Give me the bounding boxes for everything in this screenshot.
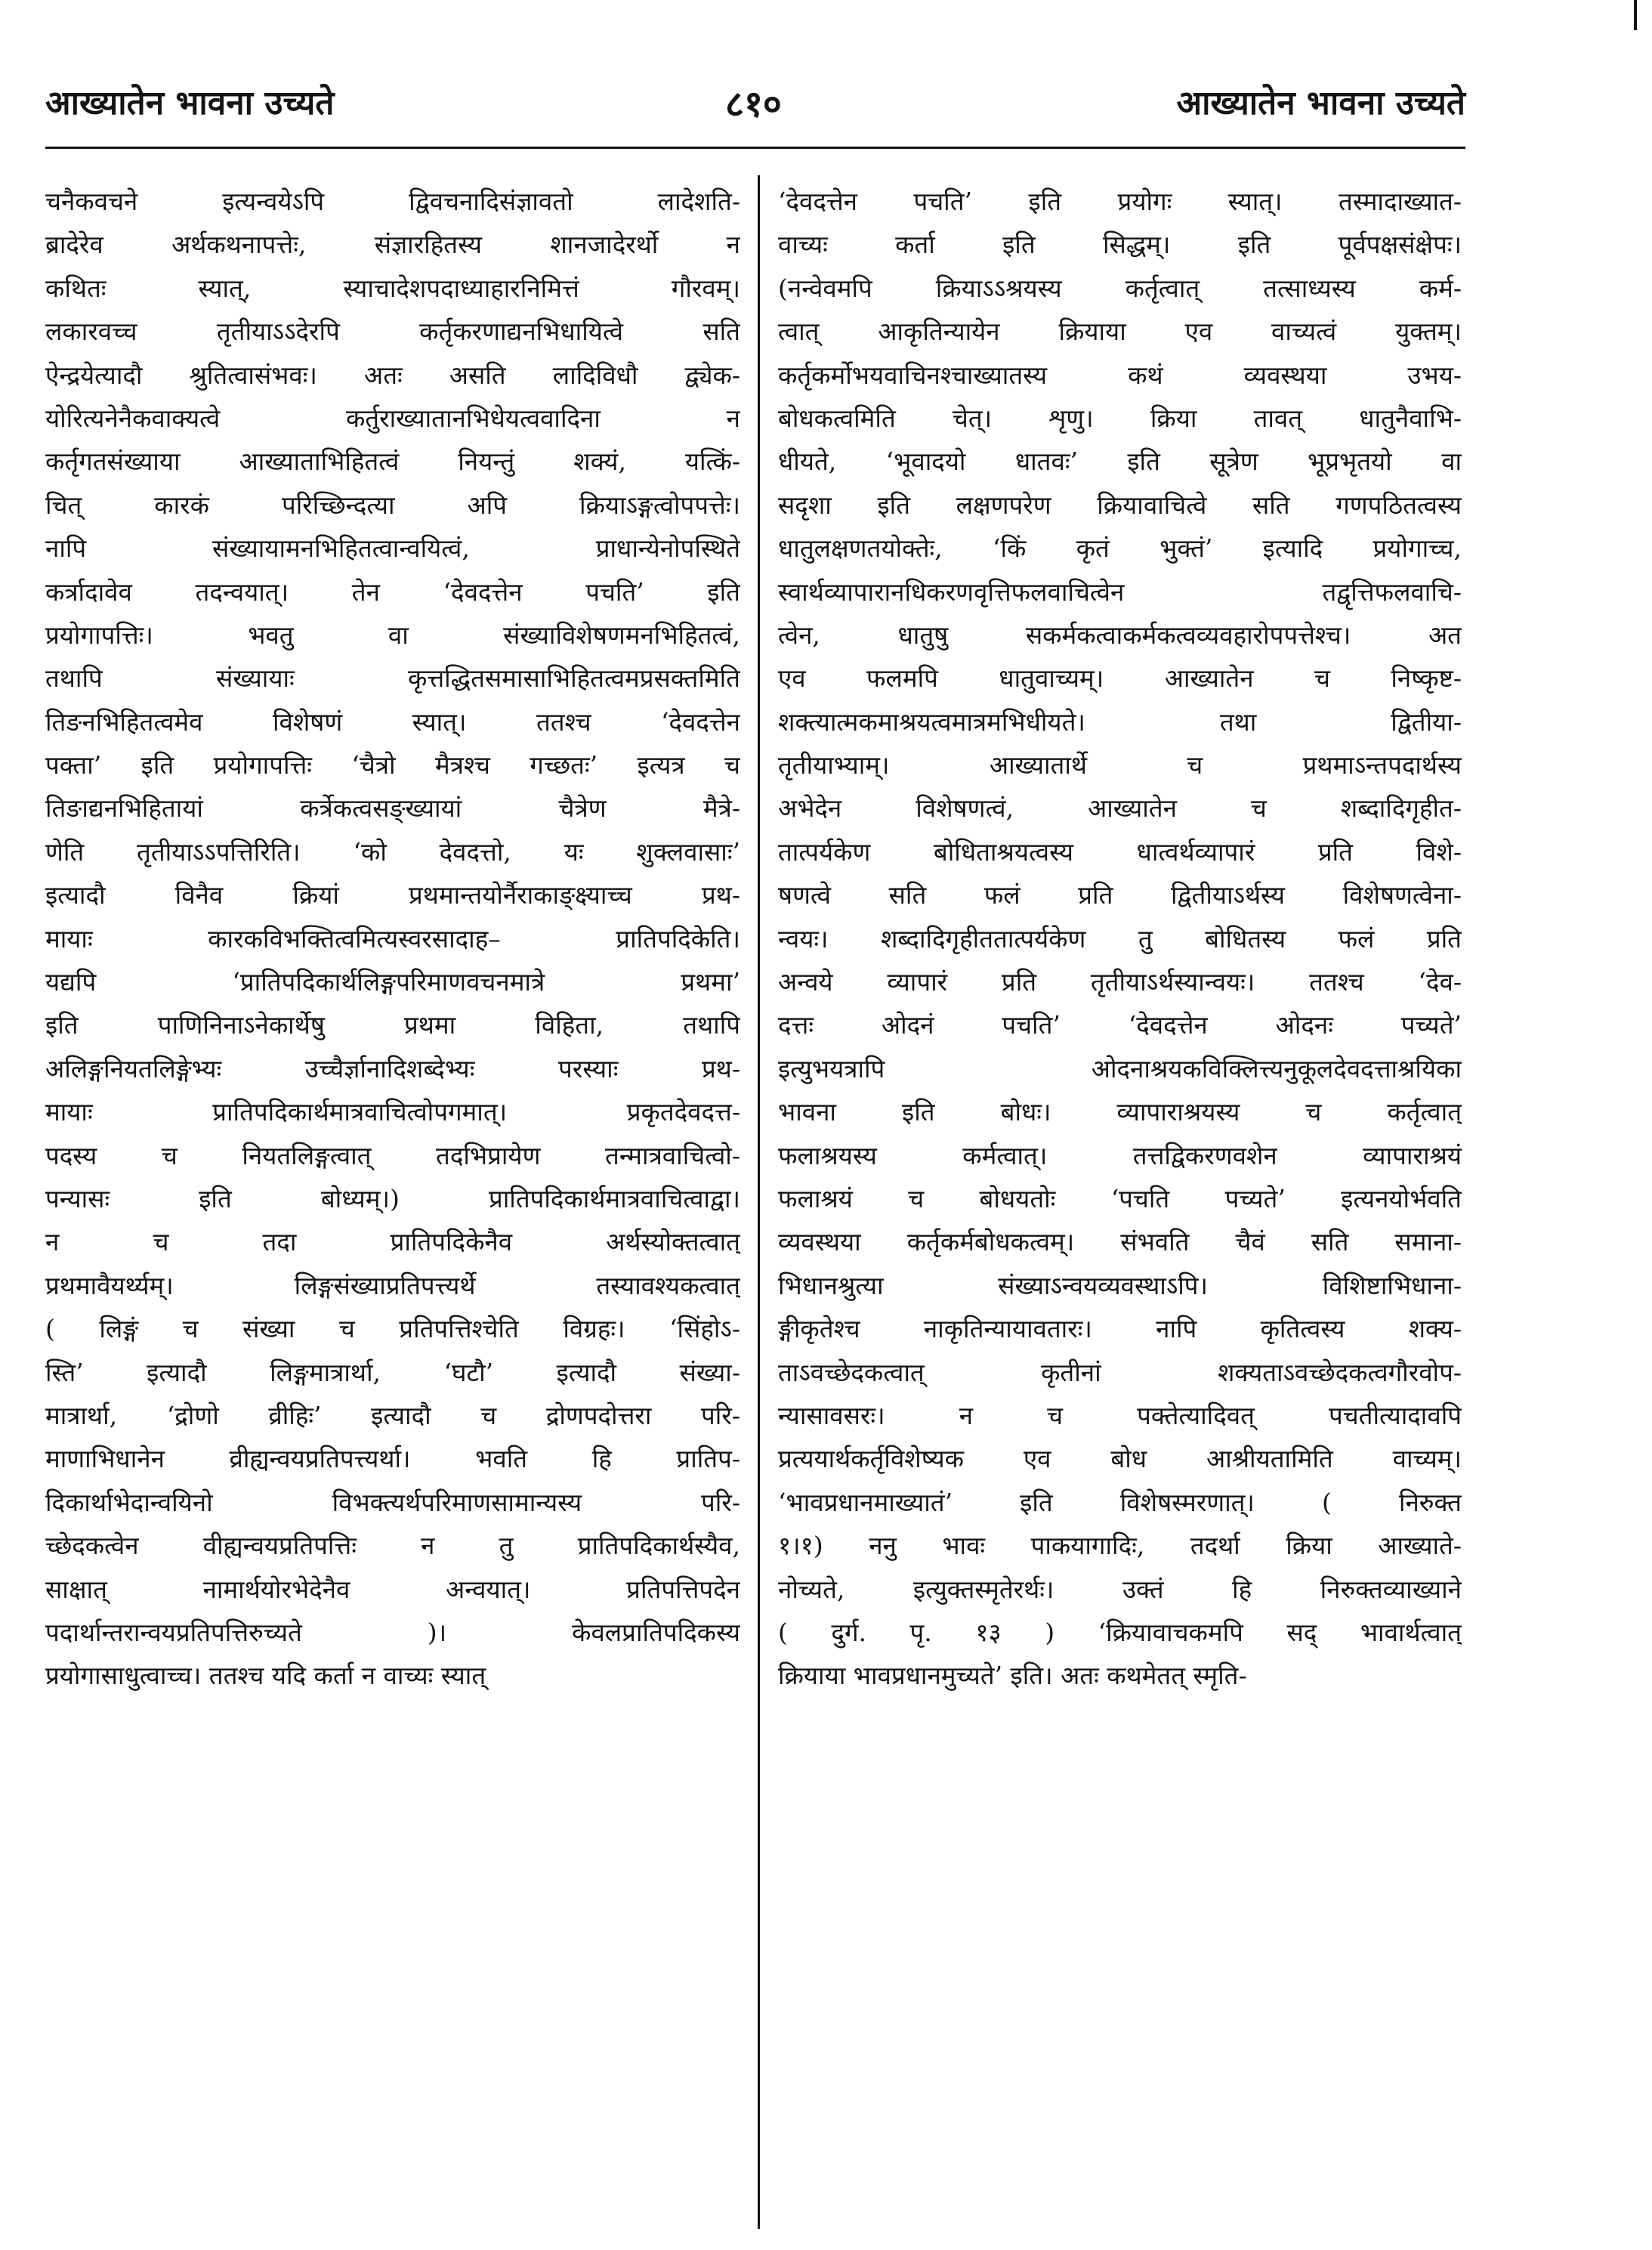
right-column-line: प्रत्ययार्थकर्तृविशेष्यक एव बोध आश्रीयतामिति वाच्यम्। [778, 1444, 1462, 1474]
right-column-line: दत्तः ओदनं पचति’ ‘देवदत्तेन ओदनः पच्यते’ [778, 1010, 1462, 1040]
right-column-line: न्यासावसरः। न च पक्तेत्यादिवत् पचतीत्यादावपि [778, 1400, 1462, 1430]
left-column-line: पक्ता’ इति प्रयोगापत्तिः ‘चैत्रो मैत्रश्च गच्छतः’ इत्यत्र च [45, 750, 740, 780]
right-column-line: भावना इति बोधः। व्यापाराश्रयस्य च कर्तृत्वात् [778, 1097, 1462, 1127]
left-column-line: णेति तृतीयाऽऽपत्तिरिति। ‘को देवदत्तो, यः शुक्लवासाः’ [45, 836, 740, 867]
right-column-line: त्वेन, धातुषु सकर्मकत्वाकर्मकत्वव्यवहारोपपत्तेश्च। अत [778, 620, 1462, 650]
right-column-line: फलाश्रयस्य कर्मत्वात्। तत्तद्विकरणवशेन व्यापाराश्रयं [778, 1140, 1462, 1170]
right-column-line: स्वार्थव्यापारानधिकरणवृत्तिफलवाचित्वेन तद्वृत्तिफलवाचि- [778, 576, 1462, 607]
right-column-line: शक्त्यात्मकमाश्रयत्वमात्रमभिधीयते। तथा द्वितीया- [778, 706, 1462, 737]
column-divider [758, 175, 760, 2229]
left-column-line: योरित्यनेनैकवाक्यत्वे कर्तुराख्यातानभिधेयत्ववादिना न [45, 403, 740, 433]
left-column-line: कर्त्रादावेव तदन्वयात्। तेन ‘देवदत्तेन पचति’ इति [45, 576, 740, 607]
left-column-line: मायाः प्रातिपदिकार्थमात्रवाचित्वोपगमात्। प्रकृतदेवदत्त- [45, 1097, 740, 1127]
right-column-line: १।१) ननु भावः पाकयागादिः, तदर्था क्रिया आख्याते- [778, 1531, 1462, 1561]
right-column-line: ‘भावप्रधानमाख्यातं’ इति विशेषस्मरणात्। ( निरुक्त [778, 1487, 1462, 1517]
right-column-line: ताऽवच्छेदकत्वात् कृतीनां शक्यताऽवच्छेदकत्वगौरवोप- [778, 1357, 1462, 1387]
left-column-line: दिकार्थाभेदान्वयिनो विभक्त्यर्थपरिमाणसामान्यस्य परि- [45, 1487, 740, 1517]
left-column-line: यद्यपि ‘प्रातिपदिकार्थलिङ्गपरिमाणवचनमात्रे प्रथमा’ [45, 967, 740, 997]
page-edge-rule [1634, 0, 1637, 30]
left-column-line: लकारवच्च तृतीयाऽऽदेरपि कर्तृकरणाद्यनभिधायित्वे सति [45, 317, 740, 347]
right-column-line: फलाश्रयं च बोधयतोः ‘पचति पच्यते’ इत्यनयोर्भवति [778, 1183, 1462, 1213]
left-column-line: पदस्य च नियतलिङ्गत्वात् तदभिप्रायेण तन्मात्रवाचित्वो- [45, 1140, 740, 1170]
right-column-line: भिधानश्रुत्या संख्याऽन्वयव्यवस्थाऽपि। विशिष्टाभिधाना- [778, 1270, 1462, 1300]
left-column-line: तथापि संख्यायाः कृत्तद्धितसमासाभिहितत्वमप्रसक्तमिति [45, 663, 740, 694]
running-title-right: आख्यातेन भावना उच्यते [1176, 84, 1465, 122]
left-column-line: कथितः स्यात्, स्याचादेशपदाध्याहारनिमित्तं गौरवम्। [45, 273, 740, 303]
right-column-line: धातुलक्षणतयोक्तेः, ‘किं कृतं भुक्तं’ इत्यादि प्रयोगाच्च, [778, 533, 1462, 564]
right-column-line: नोच्यते, इत्युक्तस्मृतेरर्थः। उक्तं हि निरुक्तव्याख्याने [778, 1574, 1462, 1604]
right-column-line: एव फलमपि धातुवाच्यम्। आख्यातेन च निष्कृष्ट- [778, 663, 1462, 694]
right-column-line: षणत्वे सति फलं प्रति द्वितीयाऽर्थस्य विशेषणत्वेना- [778, 880, 1462, 910]
left-column-line: माणाभिधानेन व्रीह्यन्वयप्रतिपत्त्यर्था। भवति हि प्रातिप- [45, 1444, 740, 1474]
right-column-line: ( दुर्ग. पृ. १३ ) ‘क्रियावाचकमपि सद् भावार्थत्वात् [778, 1617, 1462, 1647]
left-column-line: मात्रार्था, ‘द्रोणो व्रीहिः’ इत्यादौ च द्रोणपदोत्तरा परि- [45, 1400, 740, 1430]
running-header [45, 79, 1465, 139]
right-column-line: क्रियाया भावप्रधानमुच्यते’ इति। अतः कथमेतत् स्मृति- [778, 1661, 1247, 1691]
right-column-line: (नन्वेवमपि क्रियाऽऽश्रयस्य कर्तृत्वात् तत्साध्यस्य कर्म- [778, 273, 1462, 303]
right-column-line: अन्वये व्यापारं प्रति तृतीयाऽर्थस्यान्वयः। ततश्च ‘देव- [778, 967, 1462, 997]
right-column-line: ङ्गीकृतेश्च नाकृतिन्यायावतारः। नापि कृतित्वस्य शक्य- [778, 1314, 1462, 1344]
right-text-column [778, 180, 1462, 1698]
left-column-line: इत्यादौ विनैव क्रियां प्रथमान्तयोर्नैराकाङ्क्ष्याच्च प्रथ- [45, 880, 740, 910]
left-column-line: अलिङ्गनियतलिङ्गेभ्यः उच्चैर्ज्ञानादिशब्देभ्यः परस्याः प्रथ- [45, 1053, 740, 1083]
right-column-line: सदृशा इति लक्षणपरेण क्रियावाचित्वे सति गणपठितत्वस्य [778, 490, 1462, 520]
left-column-line: इति पाणिनिनाऽनेकार्थेषु प्रथमा विहिता, तथापि [45, 1010, 740, 1040]
header-rule [45, 147, 1465, 149]
right-column-line: बोधकत्वमिति चेत्। शृणु। क्रिया तावत् धातुनैवाभि- [778, 403, 1462, 433]
right-column-line: ‘देवदत्तेन पचति’ इति प्रयोगः स्यात्। तस्मादाख्यात- [778, 187, 1462, 216]
left-column-line: चनैकवचने इत्यन्वयेऽपि द्विवचनादिसंज्ञावतो लादेशति- [45, 187, 740, 216]
left-column-line: मायाः कारकविभक्तित्वमित्यस्वरसादाह– प्रातिपदिकेति। [45, 923, 740, 953]
left-column-line: प्रयोगापत्तिः। भवतु वा संख्याविशेषणमनभिहितत्वं, [45, 620, 740, 650]
left-column-line: पन्यासः इति बोध्यम्।) प्रातिपदिकार्थमात्रवाचित्वाद्वा। [45, 1183, 740, 1213]
right-column-line: तात्पर्यकेण बोधिताश्रयत्वस्य धात्वर्थव्यापारं प्रति विशे- [778, 836, 1462, 867]
left-column-line: ब्रादेरेव अर्थकथनापत्तेः, संज्ञारहितस्य शानजादेरर्थो न [45, 230, 740, 260]
left-column-line: च्छेदकत्वेन वीह्यन्वयप्रतिपत्तिः न तु प्रातिपदिकार्थस्यैव, [45, 1531, 740, 1561]
left-column-line: ऐन्द्रयेत्यादौ श्रुतित्वासंभवः। अतः असति लादिविधौ द्व्येक- [45, 360, 740, 390]
left-column-line: तिङाद्यनभिहितायां कर्त्रेकत्वसङ्ख्यायां चैत्रेण मैत्रे- [45, 793, 740, 824]
right-column-line: धीयते, ‘भूवादयो धातवः’ इति सूत्रेण भूप्रभृतयो वा [778, 447, 1462, 477]
running-title-left: आख्यातेन भावना उच्यते [45, 84, 335, 122]
left-column-line: नापि संख्यायामनभिहितत्वान्वयित्वं, प्राधान्येनोपस्थिते [45, 533, 740, 564]
right-column-line: तृतीयाभ्याम्। आख्यातार्थे च प्रथमाऽन्तपदार्थस्य [778, 750, 1462, 780]
left-column-line: साक्षात् नामार्थयोरभेदेनैव अन्वयात्। प्रतिपत्तिपदेन [45, 1574, 740, 1604]
left-column-line: न च तदा प्रातिपदिकेनैव अर्थस्योक्तत्वात् [45, 1227, 740, 1257]
right-column-line: त्वात् आकृतिन्यायेन क्रियाया एव वाच्यत्वं युक्तम्। [778, 317, 1462, 347]
right-column-line: व्यवस्थया कर्तृकर्मबोधकत्वम्। संभवति चैवं सति समाना- [778, 1227, 1462, 1257]
left-column-line: प्रयोगासाधुत्वाच्च। ततश्च यदि कर्ता न वाच्यः स्यात् [45, 1661, 486, 1691]
left-column-line: पदार्थान्तरान्वयप्रतिपत्तिरुच्यते )। केवलप्रातिपदिकस्य [45, 1617, 740, 1647]
right-column-line: इत्युभयत्रापि ओदनाश्रयकविक्लित्त्यनुकूलदेवदत्ताश्रयिका [778, 1053, 1462, 1083]
right-column-line: अभेदेन विशेषणत्वं, आख्यातेन च शब्दादिगृहीत- [778, 793, 1462, 824]
right-column-line: न्वयः। शब्दादिगृहीततात्पर्यकेण तु बोधितस्य फलं प्रति [778, 923, 1462, 953]
left-column-line: कर्तृगतसंख्याया आख्याताभिहितत्वं नियन्तुं शक्यं, यत्किं- [45, 447, 740, 477]
left-column-line: तिङनभिहितत्वमेव विशेषणं स्यात्। ततश्च ‘देवदत्तेन [45, 706, 740, 737]
left-text-column [45, 180, 740, 1698]
left-column-line: चित् कारकं परिच्छिन्दत्या अपि क्रियाऽङ्गत्वोपपत्तेः। [45, 490, 740, 520]
left-column-line: स्ति’ इत्यादौ लिङ्गमात्रार्था, ‘घटौ’ इत्यादौ संख्या- [45, 1357, 740, 1387]
right-column-line: कर्तृकर्मोभयवाचिनश्चाख्यातस्य कथं व्यवस्थया उभय- [778, 360, 1462, 390]
right-column-line: वाच्यः कर्ता इति सिद्धम्। इति पूर्वपक्षसंक्षेपः। [778, 230, 1462, 260]
page-number: ८१० [725, 83, 782, 125]
left-column-line: ( लिङ्गं च संख्या च प्रतिपत्तिश्चेति विग्रहः। ‘सिंहोऽ- [45, 1314, 740, 1344]
left-column-line: प्रथमावैयर्थ्यम्। लिङ्गसंख्याप्रतिपत्त्यर्थे तस्यावश्यकत्वात् [45, 1270, 740, 1300]
